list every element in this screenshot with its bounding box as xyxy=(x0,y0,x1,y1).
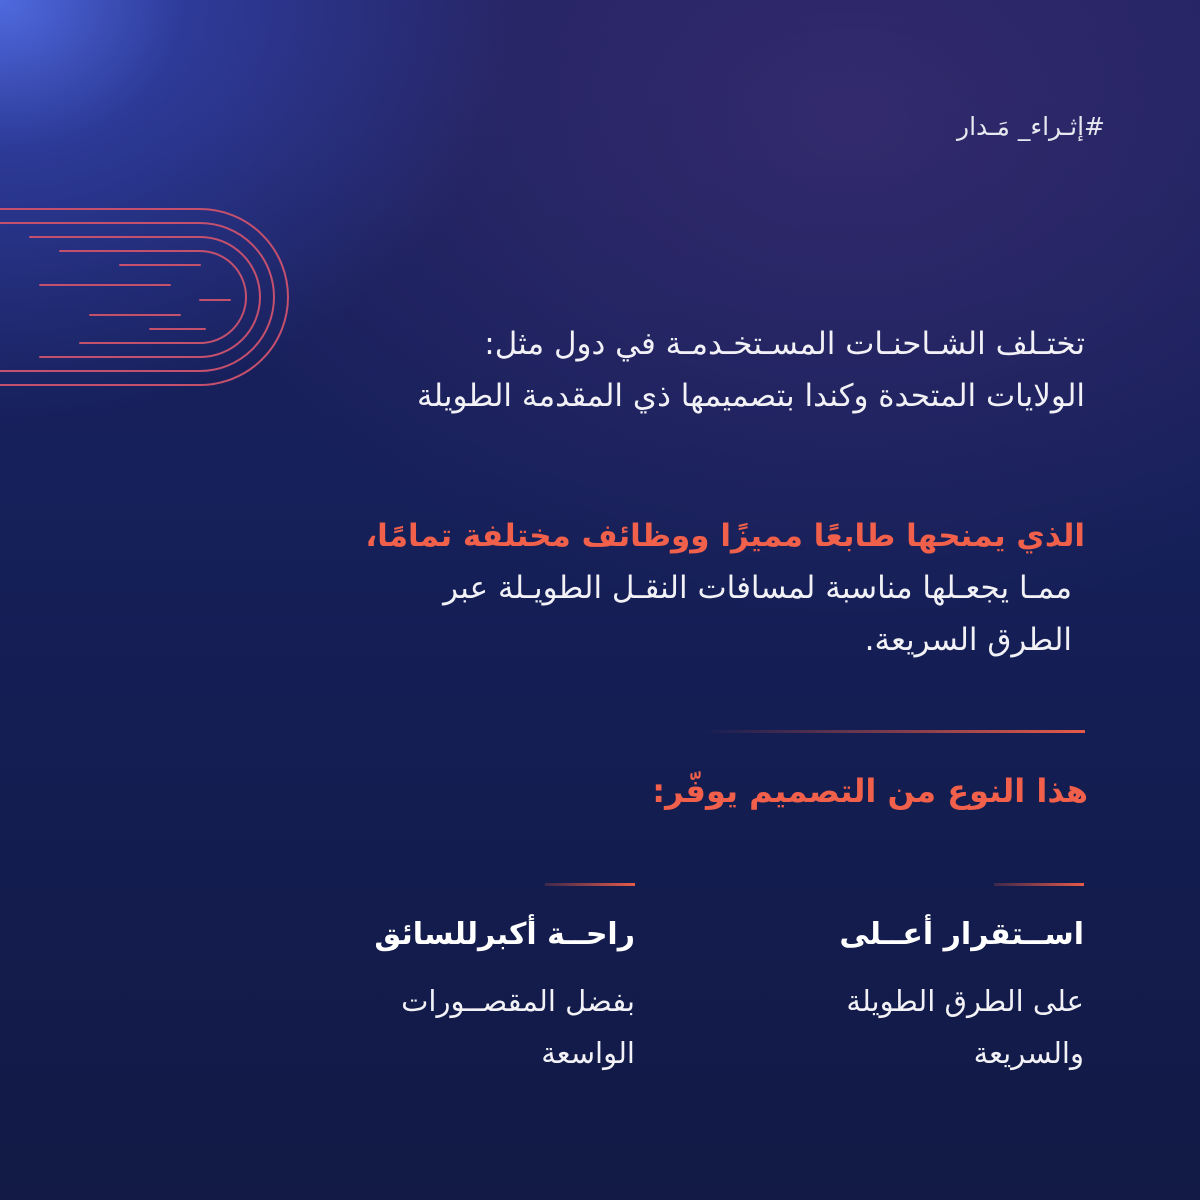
feature-description xyxy=(846,975,1084,1079)
feature-title: اســتقرار أعــلى xyxy=(839,917,1084,952)
feature-desc-line-1: على الطرق الطويلة xyxy=(846,984,1084,1018)
detail-line-2: الطرق السريعة. xyxy=(864,622,1072,658)
benefits-heading: هذا النوع من التصميم يوفّر: xyxy=(652,772,1088,810)
feature-stability xyxy=(784,883,1084,1103)
feature-divider xyxy=(545,883,635,886)
detail-paragraph xyxy=(443,562,1072,666)
feature-driver-comfort xyxy=(335,883,635,1103)
section-divider xyxy=(703,730,1085,733)
detail-accent-line: الذي يمنحها طابعًا مميزًا ووظائف مختلفة تمامًا، xyxy=(365,518,1085,554)
feature-divider xyxy=(994,883,1084,886)
detail-line-1: ممـا يجعـلها مناسبة لمسافات النقـل الطويـلة عبر xyxy=(443,570,1072,606)
feature-desc-line-2: والسريعة xyxy=(973,1036,1084,1070)
feature-description xyxy=(401,975,635,1079)
hashtag: #إثـراء_ مَـدار xyxy=(957,112,1105,141)
speed-lines-decoration xyxy=(0,195,360,415)
feature-title: راحــة أكبرللسائق xyxy=(374,917,635,952)
intro-line-1: تختـلف الشـاحنـات المسـتخـدمـة في دول مثل: xyxy=(484,326,1085,362)
intro-paragraph xyxy=(417,318,1085,422)
intro-line-2: الولايات المتحدة وكندا بتصميمها ذي المقدمة الطويلة xyxy=(417,378,1085,414)
feature-desc-line-2: الواسعة xyxy=(541,1036,635,1070)
feature-desc-line-1: بفضل المقصــورات xyxy=(401,984,635,1018)
